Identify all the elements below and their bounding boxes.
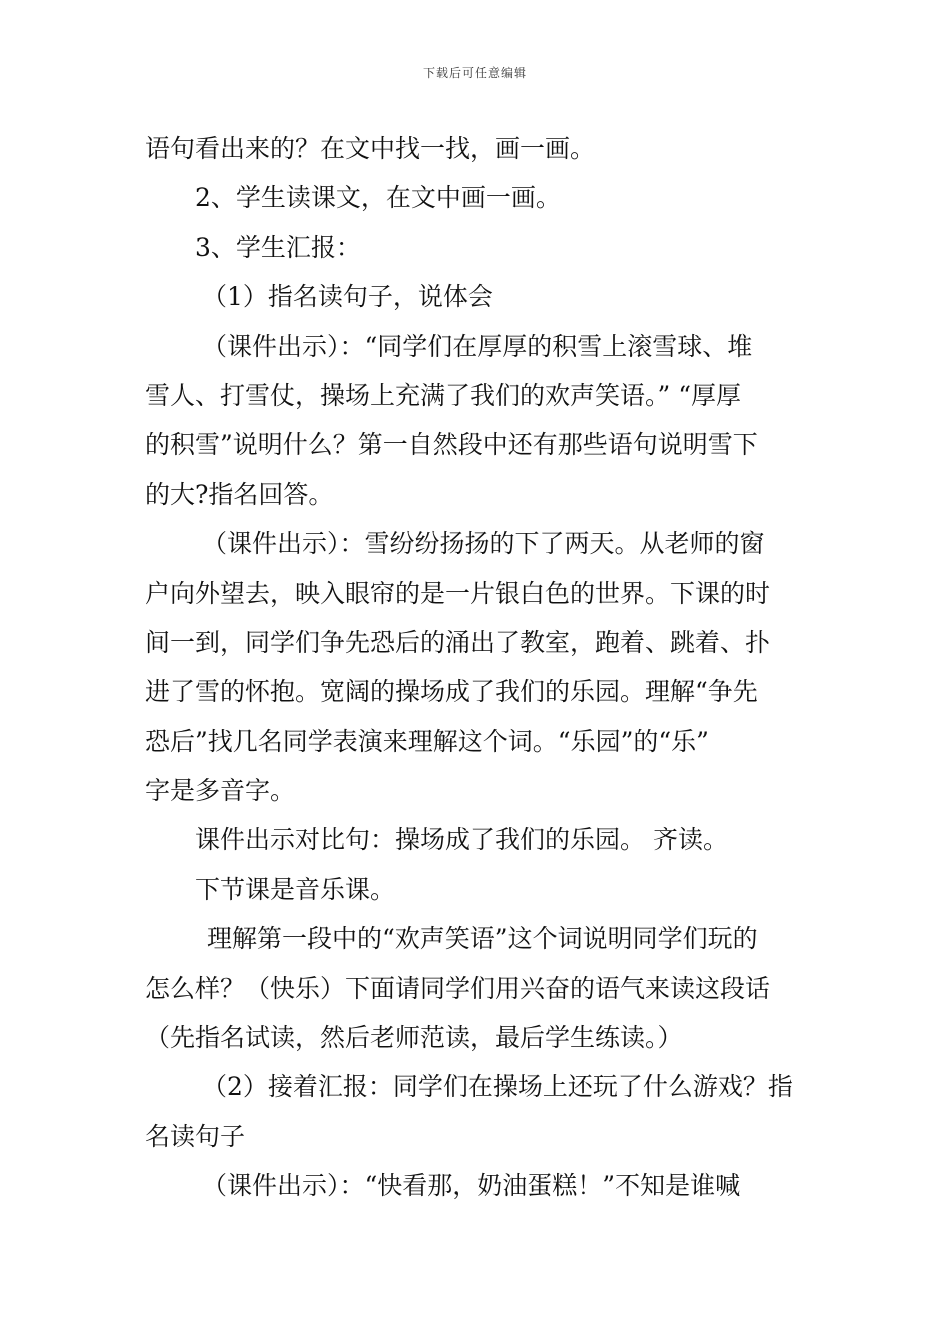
text-line: 语句看出来的？在文中找一找，画一画。 (145, 134, 596, 163)
text-line: 户向外望去，映入眼帘的是一片银白色的世界。下课的时 (145, 578, 771, 608)
text-line: （先指名试读，然后老师范读，最后学生练读。） (145, 1023, 683, 1053)
text-line: （1）指名读句子，说体会 (202, 282, 493, 312)
text-line: 的大?指名回答。 (145, 479, 334, 509)
text-line: 间一到，同学们争先恐后的涌出了教室，跑着、跳着、扑 (145, 627, 771, 657)
text-line: 恐后”找几名同学表演来理解这个词。“乐园”的“乐” (145, 726, 709, 756)
text-line: （课件出示）：雪纷纷扬扬的下了两天。从老师的窗 (202, 529, 765, 559)
text-line: 字是多音字。 (145, 776, 296, 806)
text-line: 的积雪”说明什么？第一自然段中还有那些语句说明雪下 (145, 430, 758, 460)
text-line: 怎么样？（快乐）下面请同学们用兴奋的语气来读这段话 (145, 973, 771, 1003)
text-line: （课件出示）：“同学们在厚厚的积雪上滚雪球、堆 (202, 331, 753, 361)
text-line: 名读句子 (145, 1121, 246, 1151)
text-line: 3、学生汇报： (195, 232, 361, 262)
document-body (145, 124, 810, 1211)
text-line: 2、学生读课文，在文中画一画。 (195, 183, 561, 213)
page-header: 下载后可任意编辑 (422, 66, 527, 80)
text-line: （课件出示）：“快看那，奶油蛋糕！”不知是谁喊 (202, 1171, 741, 1201)
text-line: 雪人、打雪仗，操场上充满了我们的欢声笑语。” “厚厚 (145, 380, 742, 410)
text-line: （2）接着汇报：同学们在操场上还玩了什么游戏？指 (202, 1072, 793, 1102)
text-line: 进了雪的怀抱。宽阔的操场成了我们的乐园。理解“争先 (145, 677, 758, 707)
text-line: 理解第一段中的“欢声笑语”这个词说明同学们玩的 (207, 924, 758, 954)
text-line: 课件出示对比句：操场成了我们的乐园。 齐读。 (195, 825, 728, 855)
text-line: 下节课是音乐课。 (195, 874, 396, 904)
